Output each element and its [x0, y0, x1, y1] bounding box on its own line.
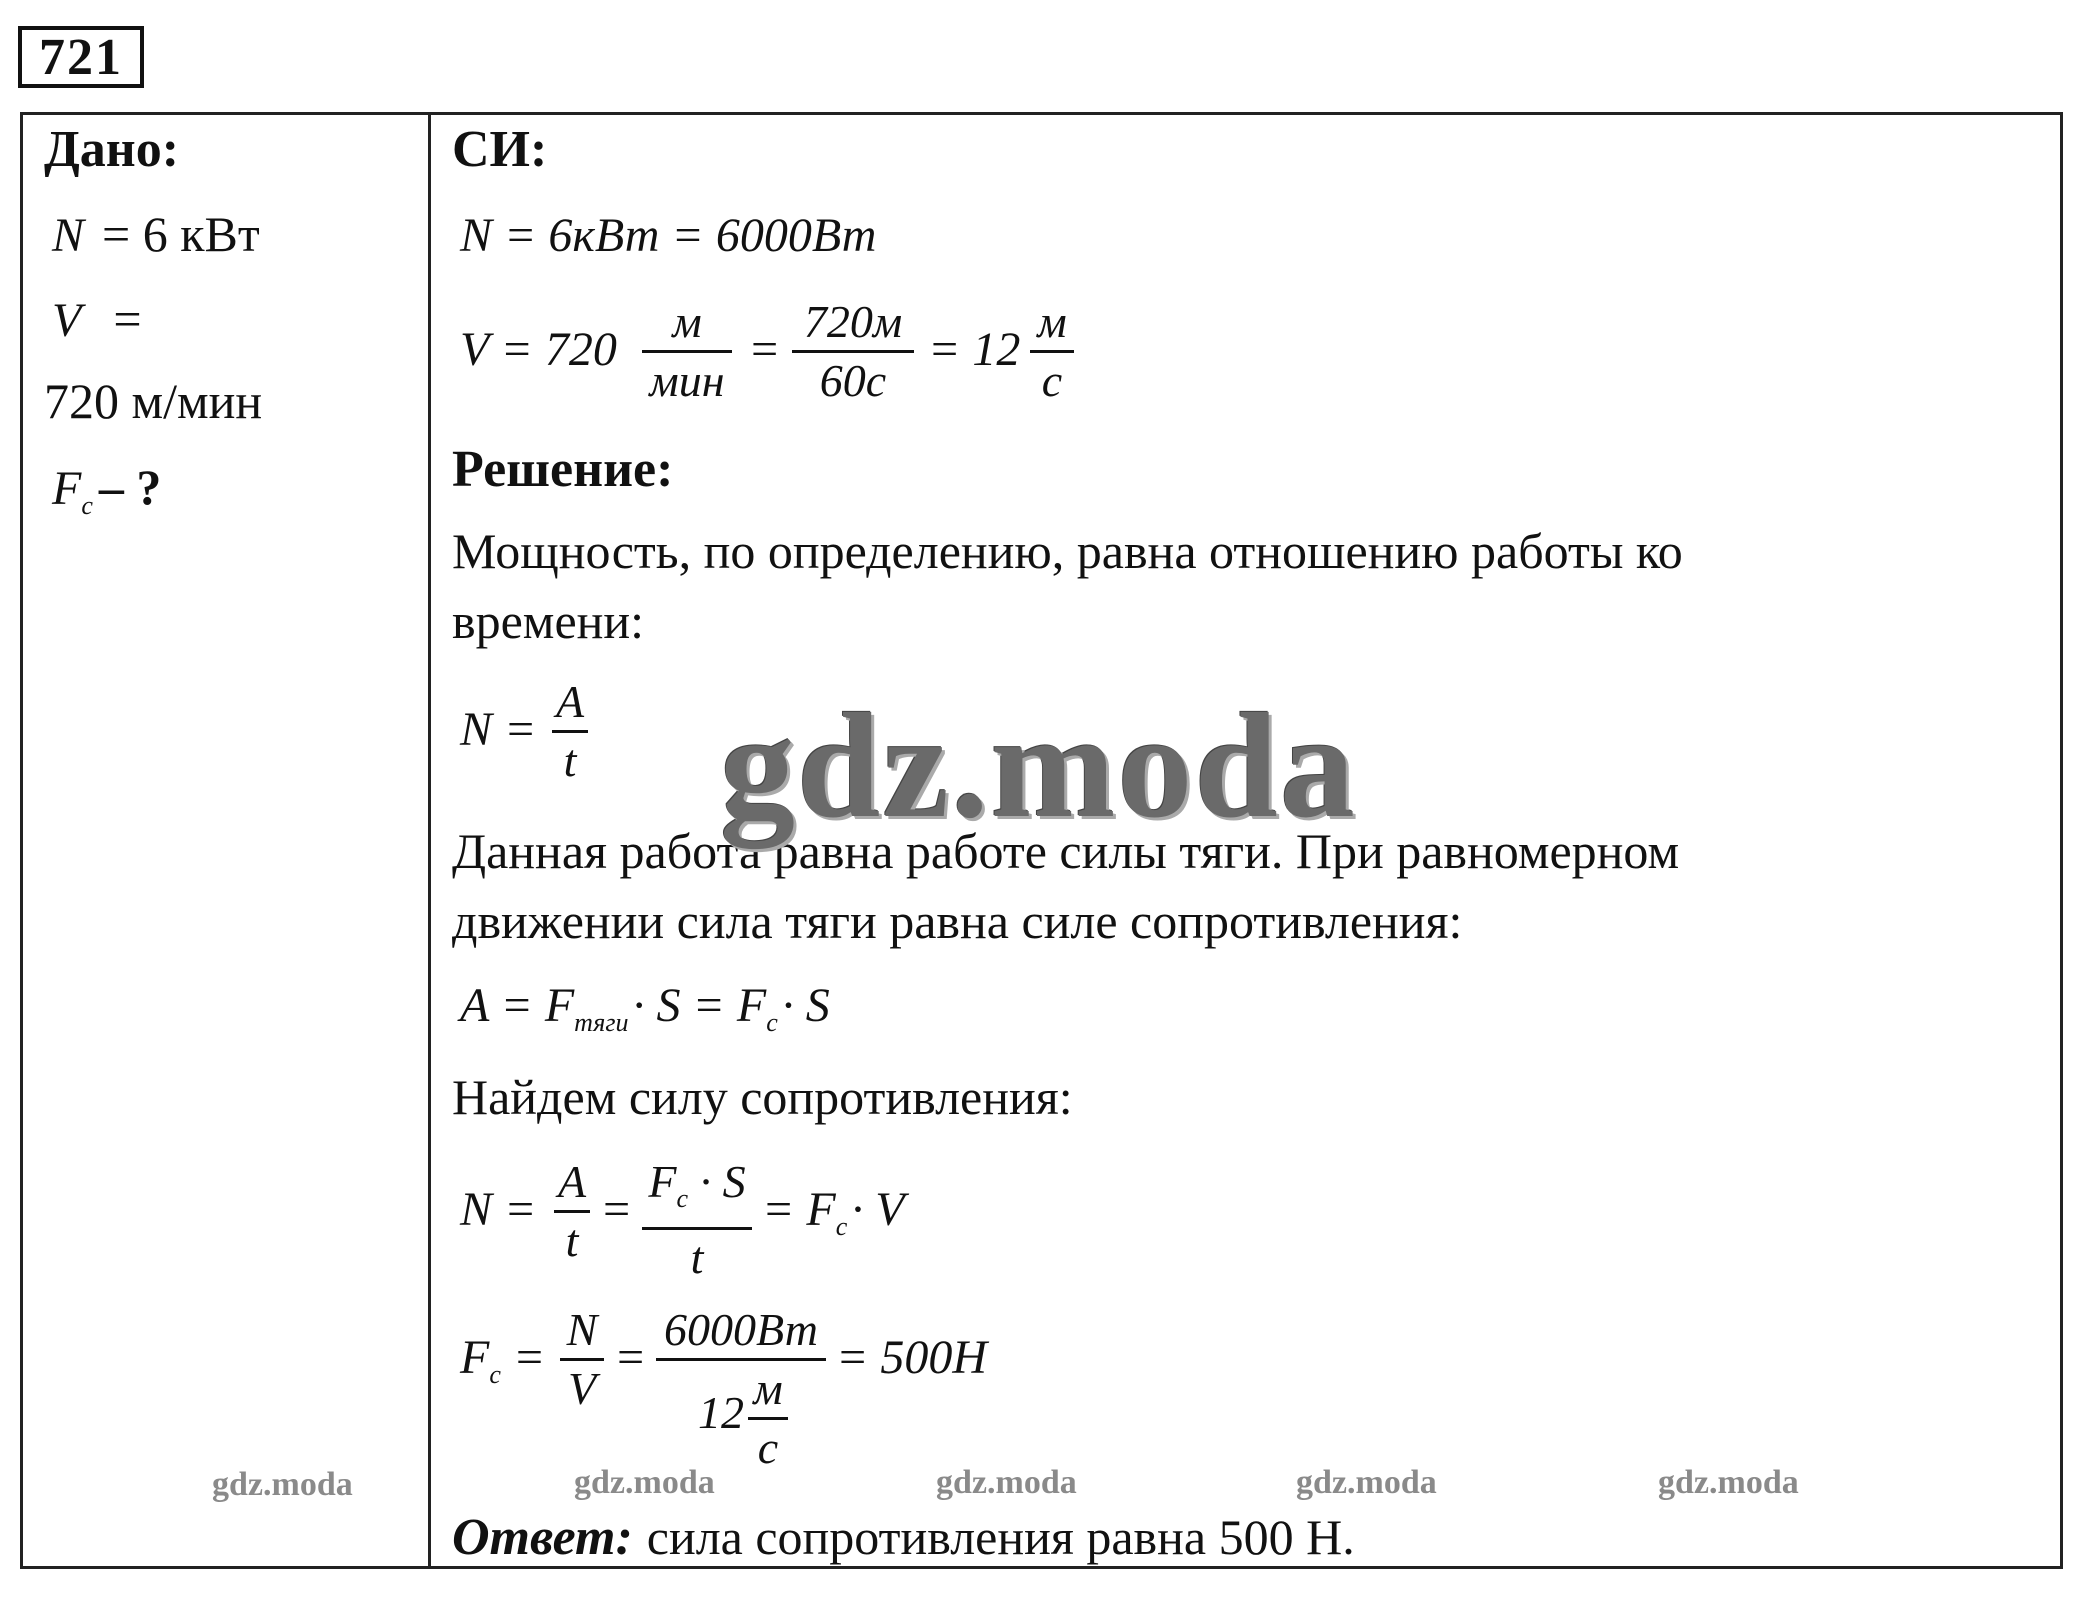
- given-speed-value: 720 м/мин: [44, 373, 263, 429]
- si-fraction-1: м мин: [642, 296, 732, 407]
- si-power-line: N = 6кВт = 6000Вт: [460, 209, 877, 262]
- formula-3-lhs: N =: [460, 1183, 537, 1236]
- given-unknown: Fc – ?: [52, 459, 162, 520]
- formula-3-fraction-1: A t: [554, 1156, 590, 1267]
- si-header: СИ:: [452, 121, 548, 178]
- si-speed-lhs: V = 720: [460, 323, 617, 376]
- formula-1-fraction: A t: [552, 676, 588, 787]
- formula-3-eq: =: [600, 1183, 633, 1236]
- column-divider: [428, 112, 431, 1569]
- formula-4-lhs: Fc =: [460, 1331, 546, 1389]
- formula-4-fraction-2: 6000Вт 12 м с: [656, 1304, 826, 1473]
- solution-text-1b: времени:: [452, 593, 645, 649]
- watermark-small: gdz.moda: [1296, 1464, 1437, 1501]
- watermark-small: gdz.moda: [936, 1464, 1077, 1501]
- formula-4-nested-fraction: м с: [748, 1363, 788, 1474]
- formula-3-fraction-2: $F_c \cdot S$ t: [642, 1156, 752, 1284]
- si-fraction-3: м с: [1030, 296, 1074, 407]
- watermark-small: gdz.moda: [212, 1466, 353, 1503]
- formula-4-result: = 500Н: [836, 1331, 988, 1384]
- solution-text-3: Найдем силу сопротивления:: [452, 1069, 1073, 1125]
- formula-4-fraction-1: N V: [560, 1304, 604, 1415]
- formula-4-eq: =: [614, 1331, 647, 1384]
- given-speed-label: V =: [52, 291, 142, 347]
- solution-text-2b: движении сила тяги равна силе сопротивления:: [452, 893, 1463, 949]
- given-power: N = 6 кВт: [52, 206, 260, 262]
- watermark-main: gdz.moda: [720, 683, 1357, 849]
- si-fraction-2: 720м 60с: [792, 296, 914, 407]
- answer-line: Ответ: сила сопротивления равна 500 Н.: [452, 1509, 1355, 1566]
- watermark-small: gdz.moda: [1658, 1464, 1799, 1501]
- given-header: Дано:: [44, 121, 180, 178]
- formula-1-lhs: N =: [460, 703, 537, 756]
- solution-text-2a: Данная работа равна работе силы тяги. При равномерном: [452, 823, 1680, 879]
- solution-text-1a: Мощность, по определению, равна отношению работы ко: [452, 523, 1683, 579]
- formula-3-rhs: = Fc · V: [762, 1183, 905, 1241]
- si-eq: =: [748, 323, 781, 376]
- solution-header: Решение:: [452, 441, 674, 498]
- formula-2: A = Fтяги · S = Fc · S: [460, 979, 830, 1037]
- problem-number: 721: [18, 26, 144, 88]
- si-speed-eq2: = 12: [928, 323, 1021, 376]
- watermark-small: gdz.moda: [574, 1464, 715, 1501]
